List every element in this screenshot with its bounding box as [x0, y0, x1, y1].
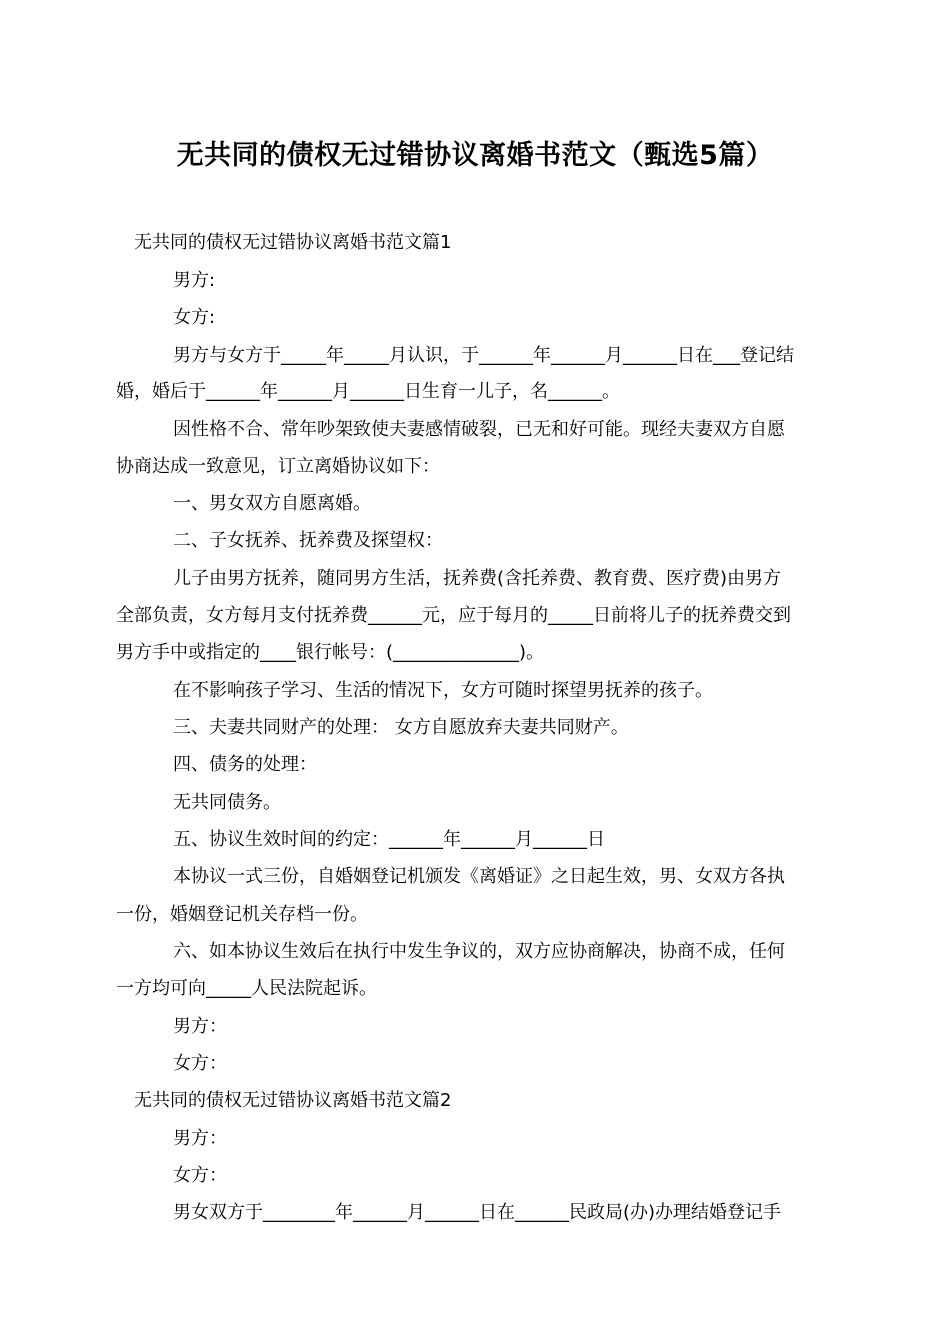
paragraph-line: 婚，婚后于______年______月______日生育一儿子，名______。: [116, 381, 620, 402]
paragraph-line: 男方：: [173, 1016, 227, 1037]
paragraph-line: 无共同债务。: [173, 792, 281, 813]
paragraph-line: 男方与女方于_____年_____月认识，于______年______月______日在___登记结: [173, 345, 794, 366]
paragraph-line: 五、协议生效时间的约定：______年______月______日: [173, 829, 605, 850]
paragraph-line: 本协议一式三份，自婚姻登记机颁发《离婚证》之日起生效，男、女双方各执: [173, 866, 785, 887]
paragraph-line: 一、男女双方自愿离婚。: [173, 493, 371, 514]
section-heading-2: 无共同的债权无过错协议离婚书范文篇2: [134, 1090, 452, 1111]
paragraph-line: 女方：: [173, 1165, 227, 1186]
paragraph-line: 四、债务的处理：: [173, 754, 317, 775]
paragraph-line: 协商达成一致意见，订立离婚协议如下：: [116, 456, 440, 477]
paragraph-line: 男方:: [173, 270, 216, 291]
paragraph-line: 一份，婚姻登记机关存档一份。: [116, 904, 368, 925]
paragraph-line: 二、子女抚养、抚养费及探望权：: [173, 530, 443, 551]
paragraph-line: 三、夫妻共同财产的处理： 女方自愿放弃夫妻共同财产。: [173, 717, 629, 738]
paragraph-line: 儿子由男方抚养，随同男方生活，抚养费(含托养费、教育费、医疗费)由男方: [173, 568, 782, 589]
paragraph-line: 男方手中或指定的____银行帐号：(______________)。: [116, 642, 545, 663]
paragraph-line: 女方:: [173, 307, 216, 328]
document-title: 无共同的债权无过错协议离婚书范文（甄选5篇）: [176, 140, 774, 171]
section-heading-1: 无共同的债权无过错协议离婚书范文篇1: [134, 232, 452, 253]
paragraph-line: 在不影响孩子学习、生活的情况下，女方可随时探望男抚养的孩子。: [173, 680, 713, 701]
paragraph-line: 女方：: [173, 1053, 227, 1074]
paragraph-line: 一方均可向_____人民法院起诉。: [116, 978, 377, 999]
paragraph-line: 六、如本协议生效后在执行中发生争议的，双方应协商解决，协商不成，任何: [173, 941, 785, 962]
paragraph-line: 因性格不合、常年吵架致使夫妻感情破裂，已无和好可能。现经夫妻双方自愿: [173, 419, 785, 440]
paragraph-line: 男女双方于________年______月______日在______民政局(办)办理结婚登记手: [173, 1202, 782, 1223]
paragraph-line: 男方：: [173, 1128, 227, 1149]
paragraph-line: 全部负责，女方每月支付抚养费______元，应于每月的_____日前将儿子的抚养费交到: [116, 605, 791, 626]
